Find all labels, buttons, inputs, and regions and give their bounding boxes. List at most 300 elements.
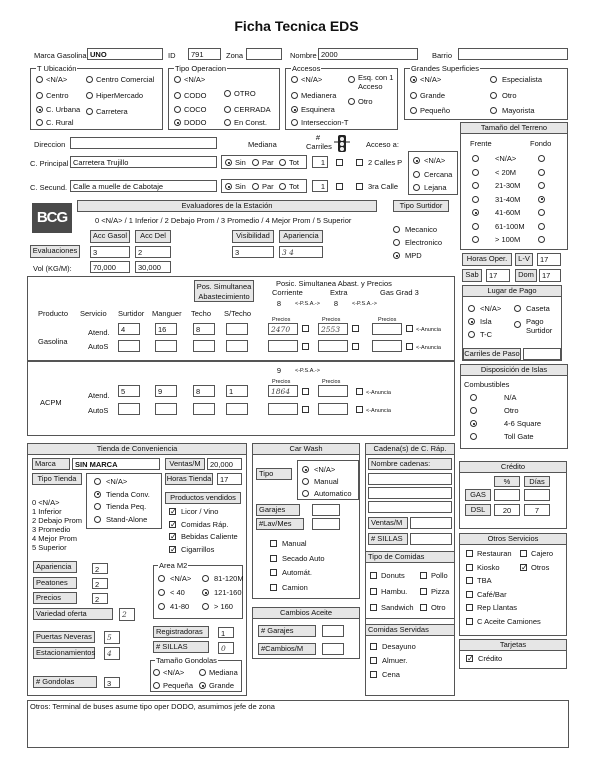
operacion-en-const-label: En Const.	[234, 118, 267, 127]
calle-secundaria-field[interactable]: Calle a muelle de Cabotaje	[70, 180, 217, 192]
surtidor-mpd-radio[interactable]	[393, 252, 400, 259]
sab-field[interactable]: 17	[486, 269, 510, 282]
vol-label: Vol (KG/M):	[33, 264, 72, 273]
terreno-option-20m-label: < 20M	[495, 167, 517, 177]
cadena-2-field[interactable]	[368, 487, 452, 499]
precios-rating-field[interactable]: 2	[92, 593, 108, 604]
tipo-surtidor-title: Tipo Surtidor	[393, 200, 449, 212]
gasolina-autos-precio-2[interactable]	[318, 340, 348, 352]
servicio-col-header: Servicio	[80, 309, 107, 318]
gondolas-pequena-radio[interactable]	[153, 682, 160, 689]
tienda-marca-label: Marca	[32, 458, 70, 470]
ubicacion-urbana-label: C. Urbana	[46, 105, 81, 114]
gasolina-surtidor-field[interactable]: 4	[118, 323, 140, 335]
ubicacion-urbana-radio[interactable]	[36, 106, 43, 113]
ubicacion-na-radio[interactable]	[36, 76, 43, 83]
credito-dsl-pct-field[interactable]: 20	[494, 504, 520, 516]
islas-4-6-square-radio[interactable]	[470, 420, 477, 427]
acpm-stecho-field[interactable]: 1	[226, 385, 248, 397]
superficies-especialista-label: Especialista	[502, 75, 543, 84]
comida-pizza-checkbox[interactable]	[420, 588, 427, 595]
carwash-secado-auto-label: Secado Auto	[282, 553, 325, 563]
servicio-restauran-checkbox[interactable]	[466, 550, 473, 557]
zona-field[interactable]	[246, 48, 282, 60]
carwash-autom-t-label: Automát.	[282, 568, 313, 577]
acpm-autos-stecho-field[interactable]	[226, 403, 248, 415]
visibilidad-field[interactable]: 3	[232, 246, 274, 258]
credito-gas-pct-field[interactable]	[494, 489, 520, 501]
operacion-dodo-radio[interactable]	[174, 119, 181, 126]
carwash-lav-field[interactable]	[312, 518, 340, 530]
gasolina-precio-extra-field[interactable]: 2553	[318, 323, 348, 335]
pago-tc-label: T-C	[480, 330, 493, 339]
gasolina-psa-label-1: <-P.S.A.->	[295, 301, 320, 307]
servicio-caf-bar-checkbox[interactable]	[466, 591, 473, 598]
principal-carriles-field[interactable]: 1	[312, 156, 328, 168]
acc-gasol-field[interactable]: 3	[90, 246, 130, 258]
comida-pollo-checkbox[interactable]	[420, 572, 427, 579]
secundaria-carriles-field[interactable]: 1	[312, 180, 328, 192]
tienda-tipo-tienda-peq-radio[interactable]	[94, 503, 101, 510]
tienda-scale-item: 0 <N/A>	[32, 498, 60, 507]
lv-label: L-V	[515, 253, 533, 266]
credito-gas-label: GAS	[465, 489, 491, 501]
superficies-pequeno-radio[interactable]	[410, 107, 417, 114]
acceso-na-label: <N/A>	[424, 156, 446, 165]
carriles-label: # Carriles	[306, 133, 332, 151]
estacionamientos-label: Estacionamientos	[33, 647, 95, 659]
nombre-cadenas-label: Nombre cadenas:	[368, 458, 452, 470]
visibilidad-header: Visibilidad	[232, 230, 274, 243]
carriles-paso-field[interactable]	[523, 348, 561, 360]
terreno-fondo-100m-radio[interactable]	[538, 236, 545, 243]
tercera-calle-checkbox[interactable]	[356, 183, 363, 190]
producto-comidas-r-p-checkbox[interactable]: ✓	[170, 519, 177, 529]
gasolina-autos-stecho-field[interactable]	[226, 340, 248, 352]
servicio-tba-label: TBA	[477, 576, 492, 585]
acpm-label: ACPM	[40, 398, 62, 407]
id-field[interactable]: 791	[188, 48, 221, 60]
secundaria-mediana-par-radio[interactable]	[252, 183, 259, 190]
gasolina-autos-techo-field[interactable]	[193, 340, 215, 352]
direccion-field[interactable]	[70, 137, 217, 149]
posic-simultanea-header: Posic. Simultanea Abast. y Precios	[276, 279, 392, 288]
carwash-garajes-field[interactable]	[312, 504, 340, 516]
registradoras-field[interactable]: 1	[218, 627, 234, 638]
terreno-frente-21-30m-radio[interactable]	[472, 182, 479, 189]
producto-bebidas-caliente-label: Bebidas Caliente	[181, 532, 238, 541]
superficies-mayorista-radio[interactable]	[490, 107, 497, 114]
gasolina-precio-corriente-field[interactable]: 2470	[268, 323, 298, 335]
area-n-a-radio[interactable]	[158, 575, 165, 582]
acpm-autos-manguer-field[interactable]	[155, 403, 177, 415]
ubicacion-hipermercado-radio[interactable]	[86, 92, 93, 99]
comida-otro-label: Otro	[431, 603, 446, 612]
operacion-cerrada-label: CERRADA	[234, 105, 271, 114]
tienda-tipo-tienda-conv-radio[interactable]	[94, 491, 101, 498]
traffic-light-icon	[334, 134, 350, 156]
accesos-otro-radio[interactable]	[348, 98, 355, 105]
servida-cena-checkbox[interactable]	[370, 671, 377, 678]
gasolina-autos-anuncia-3[interactable]	[406, 343, 413, 350]
terreno-fondo-31-40m-radio[interactable]	[538, 196, 545, 203]
stecho-col-header: S/Techo	[224, 309, 252, 318]
gasolina-autos-anuncia-2[interactable]	[352, 343, 359, 350]
acpm-precio-field[interactable]: 1864	[268, 385, 298, 397]
servicio-otros-checkbox[interactable]: ✓	[521, 562, 528, 572]
islas-n-a-label: N/A	[504, 393, 517, 402]
variedad-oferta-field[interactable]: 2	[119, 608, 135, 621]
secundaria-semaforo-checkbox[interactable]	[336, 183, 343, 190]
bcg-logo: BCG	[32, 203, 72, 233]
techo-col-header: Techo	[191, 309, 212, 318]
acpm-psa-field[interactable]: 9	[268, 364, 290, 375]
gasolina-anuncia-grad3-checkbox[interactable]	[406, 325, 413, 332]
carwash-autom-t-checkbox[interactable]	[270, 569, 277, 576]
gasolina-autos-precio-3[interactable]	[372, 340, 402, 352]
carwash-manual-radio[interactable]	[302, 478, 309, 485]
superficies-otro-radio[interactable]	[490, 92, 497, 99]
area-m2-title: Area M2	[159, 561, 188, 570]
ubicacion-carretera-radio[interactable]	[86, 108, 93, 115]
terreno-fondo-n-a-radio[interactable]	[538, 155, 545, 162]
acc-gasol-header: Acc Gasol	[90, 230, 130, 243]
carwash-title: Car Wash	[252, 443, 360, 455]
producto-cigarrillos-checkbox[interactable]: ✓	[170, 544, 177, 554]
carwash-lav-label: #Lav/Mes	[256, 518, 304, 530]
cambios-mes-label: #Cambios/M	[258, 643, 316, 655]
accesos-na-radio[interactable]	[291, 76, 298, 83]
gasolina-anuncia-corriente-checkbox[interactable]	[302, 325, 309, 332]
acpm-anuncia-2-checkbox[interactable]	[356, 388, 363, 395]
apariencia-rating-field[interactable]: 2	[92, 563, 108, 574]
producto-licor-vino-label: Licor / Vino	[181, 507, 219, 516]
carwash-na-radio[interactable]	[302, 466, 309, 473]
servicio-c-aceite-camiones-checkbox[interactable]	[466, 618, 473, 625]
acpm-autos-surtidor-field[interactable]	[118, 403, 140, 415]
cadena-3-field[interactable]	[368, 501, 452, 513]
carwash-camion-checkbox[interactable]	[270, 584, 277, 591]
credito-dsl-label: DSL	[465, 504, 491, 516]
acpm-techo-field[interactable]: 8	[193, 385, 215, 397]
servida-desayuno-label: Desayuno	[382, 642, 416, 651]
operacion-na-radio[interactable]	[174, 76, 181, 83]
producto-bebidas-caliente-checkbox[interactable]: ✓	[170, 532, 177, 541]
surtidor-mecanico-radio[interactable]	[393, 226, 400, 233]
credito-gas-dias-field[interactable]	[524, 489, 550, 501]
superficies-pequeno-label: Pequeño	[420, 106, 451, 115]
gasolina-atend-label: Atend.	[88, 328, 110, 337]
horas-tienda-field[interactable]: 17	[217, 473, 242, 485]
gasolina-psa-label-2: <-P.S.A.->	[352, 301, 377, 307]
islas-otro-radio[interactable]	[470, 407, 477, 414]
ubicacion-centro-radio[interactable]	[36, 92, 43, 99]
area-121-160-radio[interactable]	[202, 589, 209, 596]
cadena-1-field[interactable]	[368, 473, 452, 485]
servicio-kiosko-checkbox[interactable]	[466, 564, 473, 571]
gasolina-manguer-field[interactable]: 16	[155, 323, 177, 335]
terreno-fondo-21-30m-radio[interactable]	[538, 182, 545, 189]
acpm-autos-techo-field[interactable]	[193, 403, 215, 415]
apariencia-header: Apariencia	[279, 230, 323, 243]
cambios-garajes-field[interactable]	[322, 625, 344, 637]
lv-field[interactable]: 17	[537, 253, 561, 266]
mediana-label: Mediana	[248, 140, 277, 149]
principal-mediana-tot-radio[interactable]	[279, 159, 286, 166]
carwash-automatico-radio[interactable]	[302, 490, 309, 497]
carwash-garajes-label: Garajes	[256, 504, 300, 516]
servida-almuer-checkbox[interactable]	[370, 657, 377, 664]
credito-dsl-dias-field[interactable]: 7	[524, 504, 550, 516]
acpm-precio-2-field[interactable]	[318, 385, 348, 397]
ubicacion-hipermercado-label: HiperMercado	[96, 91, 144, 100]
terreno-option-n-a-label: <N/A>	[495, 154, 517, 163]
terreno-fondo-61-100m-radio[interactable]	[538, 223, 545, 230]
accesos-medianera-radio[interactable]	[291, 92, 298, 99]
servicio-otros-label: Otros	[531, 562, 550, 572]
gasolina-stecho-field[interactable]	[226, 323, 248, 335]
gasolina-psa-corriente[interactable]: 8	[268, 297, 290, 308]
pos-simultanea-header: Pos. Simultanea Abastecimiento	[194, 280, 254, 302]
tienda-scale-item: 2 Debajo Prom	[32, 516, 83, 525]
islas-otro-label: Otro	[504, 406, 519, 415]
gasolina-label: Gasolina	[38, 337, 68, 346]
tienda-tipo-tienda-peq-label: Tienda Peq.	[106, 502, 147, 511]
page-title: Ficha Tecnica EDS	[234, 18, 359, 34]
acpm-surtidor-field[interactable]: 5	[118, 385, 140, 397]
accesos-esquinera-radio[interactable]	[291, 106, 298, 113]
barrio-field[interactable]	[458, 48, 568, 60]
accesos-interseccion-radio[interactable]	[291, 119, 298, 126]
terreno-frente-31-40m-radio[interactable]	[472, 196, 479, 203]
extra-label: Extra	[330, 288, 348, 297]
terreno-fondo-41-60m-radio[interactable]	[538, 209, 545, 216]
area-160-radio[interactable]	[202, 603, 209, 610]
islas-n-a-radio[interactable]	[470, 394, 477, 401]
ubicacion-rural-radio[interactable]	[36, 119, 43, 126]
puertas-neveras-field[interactable]: 5	[104, 631, 120, 644]
terreno-frente-61-100m-radio[interactable]	[472, 223, 479, 230]
variedad-oferta-label: Variedad oferta	[33, 608, 113, 620]
corriente-label: Corriente	[272, 288, 303, 297]
productos-vendidos-title: Productos vendidos	[165, 492, 241, 504]
gasolina-anuncia-label-2: <-Anuncia	[416, 345, 441, 351]
pago-caseta-label: Caseta	[526, 304, 550, 313]
area-121-160-label: 121-160	[214, 588, 242, 597]
carwash-manual-label: Manual	[282, 539, 307, 548]
tienda-ventas-label: Ventas/M	[165, 458, 205, 470]
pago-isla-radio[interactable]	[468, 318, 475, 325]
acpm-autos-anuncia-1[interactable]	[302, 406, 309, 413]
tienda-scale-item: 3 Promedio	[32, 525, 71, 534]
ubicacion-na-label: <N/A>	[46, 75, 68, 84]
evaluadores-title: Evaluadores de la Estación	[77, 200, 377, 212]
tienda-scale	[32, 498, 82, 552]
acc-del-field[interactable]: 2	[135, 246, 171, 258]
servida-desayuno-checkbox[interactable]	[370, 643, 377, 650]
islas-4-6-square-label: 4-6 Square	[504, 419, 542, 428]
area-81-120m-radio[interactable]	[202, 575, 209, 582]
acceso-lejana-radio[interactable]	[413, 184, 420, 191]
dos-calles-label: 2 Calles P	[368, 158, 403, 167]
area-40-radio[interactable]	[158, 589, 165, 596]
principal-mediana-sin-radio[interactable]	[225, 159, 232, 166]
surtidor-electronico-label: Electronico	[405, 238, 443, 247]
otros-notes-field[interactable]: Otros: Terminal de buses asume tipo oper DODO, asumimos jefe de zona	[27, 700, 569, 748]
ubicacion-centro-comercial-radio[interactable]	[86, 76, 93, 83]
tienda-tipo-stand-alone-label: Stand-Alone	[106, 514, 148, 524]
operacion-en-const-radio[interactable]	[224, 119, 231, 126]
servicio-cajero-checkbox[interactable]	[520, 550, 527, 557]
acpm-autos-precio-2[interactable]	[318, 403, 348, 415]
pago-caseta-radio[interactable]	[514, 305, 521, 312]
tarjeta-credito-checkbox[interactable]: ✓	[467, 654, 474, 663]
area-41-80-label: 41-80	[170, 602, 190, 611]
operacion-otro-radio[interactable]	[224, 90, 231, 97]
superficies-na-label: <N/A>	[420, 75, 442, 84]
servicio-tba-checkbox[interactable]	[466, 577, 473, 584]
carwash-manual-checkbox[interactable]	[270, 540, 277, 547]
tienda-marca-field[interactable]: SIN MARCA	[72, 458, 160, 470]
producto-licor-vino-checkbox[interactable]: ✓	[170, 507, 177, 516]
principal-semaforo-checkbox[interactable]	[336, 159, 343, 166]
accesos-esq-radio[interactable]	[348, 76, 355, 83]
acpm-psa-label: <-P.S.A.->	[295, 368, 320, 374]
secundaria-mediana-tot-radio[interactable]	[279, 183, 286, 190]
gasolina-autos-surtidor-field[interactable]	[118, 340, 140, 352]
tienda-ventas-field[interactable]: 20,000	[207, 458, 242, 470]
acpm-autos-precio-1[interactable]	[268, 403, 298, 415]
servicio-rep-llantas-checkbox[interactable]	[466, 604, 473, 611]
superficies-grande-label: Grande	[420, 91, 446, 100]
estacionamientos-field[interactable]: 4	[104, 647, 120, 660]
calle-principal-field[interactable]: Carretera Trujillo	[70, 156, 217, 168]
terreno-fondo-label: Fondo	[530, 139, 552, 148]
vol-gasol-field[interactable]: 70,000	[90, 261, 130, 273]
operacion-na-label: <N/A>	[184, 75, 206, 84]
gondolas-title: Tamaño Gondolas	[156, 656, 217, 665]
tienda-sillas-label: # SILLAS	[153, 641, 209, 653]
superficies-especialista-radio[interactable]	[490, 76, 497, 83]
carwash-secado-auto-checkbox[interactable]	[270, 555, 277, 562]
terreno-fondo-20m-radio[interactable]	[538, 169, 545, 176]
comidas-servidas-title: Comidas Servidas	[365, 624, 455, 636]
n-gondolas-label: # Gondolas	[33, 676, 97, 688]
gasolina-autos-anuncia-1[interactable]	[302, 343, 309, 350]
gas-grad3-label: Gas Grad 3	[380, 288, 419, 297]
cadenas-ventas-field[interactable]	[410, 517, 452, 529]
gasolina-autos-manguer-field[interactable]	[155, 340, 177, 352]
operacion-dodo-label: DODO	[184, 118, 207, 127]
gasolina-techo-field[interactable]: 8	[193, 323, 215, 335]
gondolas-pequena-label: Pequeña	[163, 681, 194, 690]
terreno-frente-41-60m-radio[interactable]	[472, 209, 479, 216]
grandes-superficies-title: Grandes Superficies	[411, 64, 479, 73]
pago-tc-radio[interactable]	[468, 331, 475, 338]
terreno-option-41-60m-label: 41-60M	[495, 208, 521, 217]
marca-gasolina-field[interactable]: UNO	[87, 48, 163, 60]
principal-mediana-par-radio[interactable]	[252, 159, 259, 166]
pago-na-radio[interactable]	[468, 305, 475, 312]
peatones-rating-field[interactable]: 2	[92, 578, 108, 589]
gondolas-na-label: <N/A>	[163, 668, 185, 677]
islas-toll-gate-radio[interactable]	[470, 433, 477, 440]
servicio-cajero-label: Cajero	[531, 549, 554, 558]
comida-pizza-label: Pizza	[431, 587, 450, 596]
cadenas-sillas-field[interactable]	[410, 533, 452, 545]
servicio-rep-llantas-label: Rep Llantas	[477, 603, 518, 612]
operacion-codo-radio[interactable]	[174, 92, 181, 99]
operacion-cerrada-radio[interactable]	[224, 106, 231, 113]
horas-oper-label: Horas Oper.	[462, 253, 512, 266]
precios-rating-label: Precios	[33, 592, 77, 604]
tienda-tipo-stand-alone-radio[interactable]	[94, 516, 101, 523]
calle-secundaria-label: C. Secund.	[30, 183, 68, 192]
vol-del-field[interactable]: 30,000	[135, 261, 171, 273]
comida-sandwich-checkbox[interactable]	[370, 604, 377, 611]
gondolas-na-radio[interactable]	[153, 669, 160, 676]
surtidor-electronico-radio[interactable]	[393, 239, 400, 246]
n-gondolas-field[interactable]: 3	[104, 677, 120, 688]
acpm-anuncia-label-2: <-Anuncia	[366, 408, 391, 414]
comida-donuts-checkbox[interactable]	[370, 572, 377, 579]
superficies-na-radio[interactable]	[410, 76, 417, 83]
credito-dias-label: Días	[524, 476, 550, 487]
terreno-option-61-100m-label: 61-100M	[495, 221, 525, 231]
accesos-medianera-label: Medianera	[301, 91, 337, 100]
dos-calles-checkbox[interactable]	[356, 159, 363, 166]
comida-hambu-checkbox[interactable]	[370, 588, 377, 595]
cambios-mes-field[interactable]	[322, 643, 344, 655]
terreno-frente-20m-radio[interactable]	[472, 169, 479, 176]
dom-label: Dom	[515, 269, 537, 282]
tipo-tienda-label: Tipo Tienda	[32, 473, 82, 485]
acceso-na-radio[interactable]	[413, 157, 420, 164]
apariencia-field[interactable]: 3 4	[279, 246, 323, 258]
terreno-frente-100m-radio[interactable]	[472, 236, 479, 243]
area-81-120m-label: 81-120M	[214, 574, 244, 583]
ubicacion-centro-label: Centro	[46, 91, 69, 100]
dom-field[interactable]: 17	[539, 269, 561, 282]
operacion-coco-radio[interactable]	[174, 106, 181, 113]
gasolina-anuncia-extra-checkbox[interactable]	[352, 325, 359, 332]
gasolina-autos-precio-1[interactable]	[268, 340, 298, 352]
comida-otro-checkbox[interactable]	[420, 604, 427, 611]
servida-almuer-label: Almuer.	[382, 656, 408, 665]
cambios-aceite-title: Cambios Aceite	[252, 607, 360, 619]
superficies-grande-radio[interactable]	[410, 92, 417, 99]
pago-surtidor-radio[interactable]	[514, 321, 521, 328]
acpm-manguer-field[interactable]: 9	[155, 385, 177, 397]
tienda-sillas-field[interactable]: 0	[218, 642, 234, 654]
acpm-anuncia-checkbox[interactable]	[302, 388, 309, 395]
acceso-a-label: Acceso a:	[366, 140, 399, 149]
gasolina-precio-grad3-field[interactable]	[372, 323, 402, 335]
gondolas-mediana-radio[interactable]	[199, 669, 206, 676]
evaluaciones-row-label: Evaluaciones	[30, 245, 80, 258]
secundaria-mediana-sin-radio[interactable]	[225, 183, 232, 190]
acpm-autos-anuncia-2[interactable]	[356, 406, 363, 413]
gasolina-psa-extra[interactable]: 8	[325, 297, 347, 308]
terreno-frente-n-a-radio[interactable]	[472, 155, 479, 162]
tienda-tipo-n-a-radio[interactable]	[94, 478, 101, 485]
producto-cigarrillos-label: Cigarrillos	[181, 544, 215, 554]
acceso-cercana-radio[interactable]	[413, 171, 420, 178]
gondolas-grande-radio[interactable]	[199, 682, 206, 689]
area-41-80-radio[interactable]	[158, 603, 165, 610]
accesos-na-label: <N/A>	[301, 75, 323, 84]
nombre-field[interactable]: 2000	[318, 48, 418, 60]
